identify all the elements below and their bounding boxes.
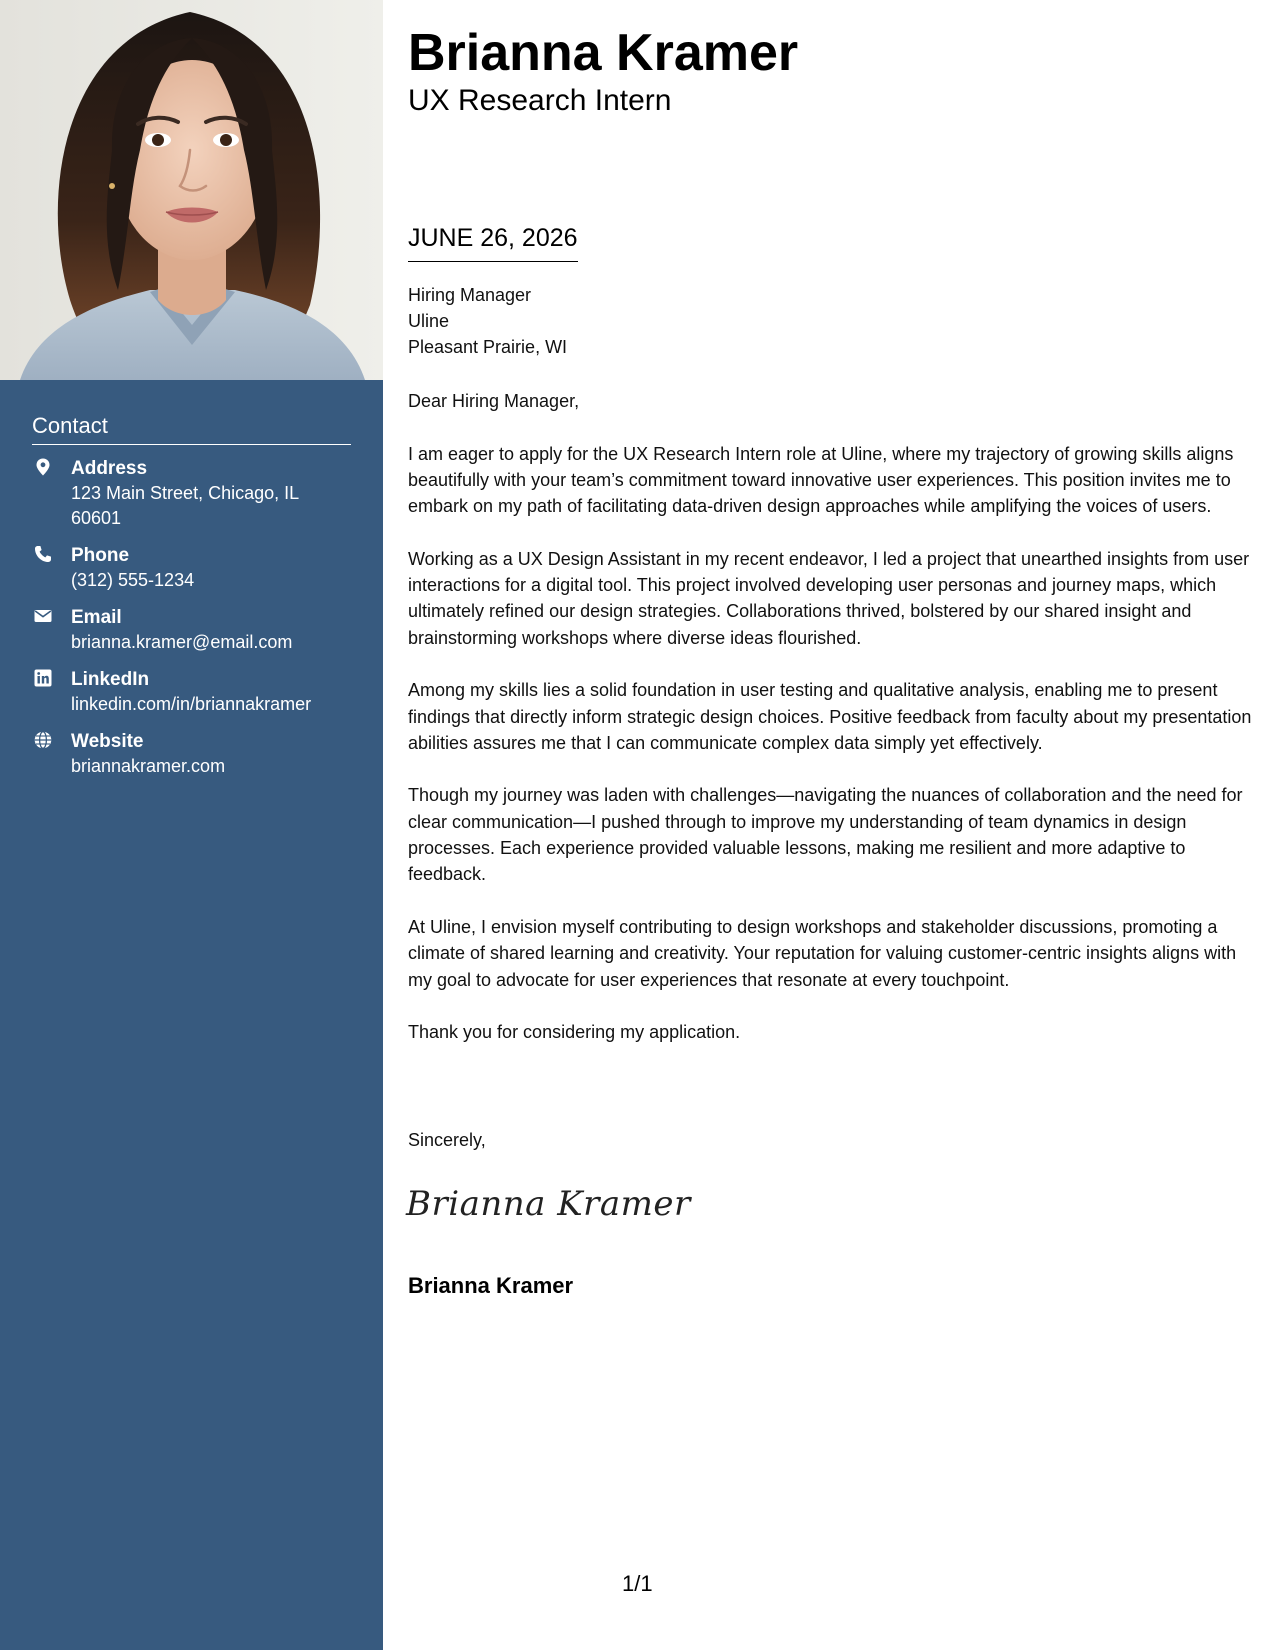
envelope-icon (34, 607, 52, 625)
website-link[interactable]: briannakramer.com (71, 756, 226, 776)
letter-paragraph: Among my skills lies a solid foundation in user testing and qualitative analysis, enabling me to present findings that directly inform strategic design choices. Positive feedback from faculty about my presentation abilities assures me that I can communicate complex data simply yet effectively. (408, 680, 1252, 753)
letter-body (408, 388, 1253, 1072)
sidebar (0, 0, 383, 1650)
recipient-line: Uline (408, 311, 450, 331)
letter-paragraph: Thank you for considering my application. (408, 1022, 741, 1043)
contact-item-website (32, 729, 352, 779)
contact-label: Website (71, 731, 144, 752)
address-value: 123 Main Street, Chicago, IL 60601 (71, 483, 299, 528)
contact-item-phone (32, 543, 352, 593)
contact-item-address (32, 456, 352, 531)
closing: Sincerely, (408, 1130, 486, 1150)
map-pin-icon (34, 458, 52, 476)
phone-value: (312) 555-1234 (71, 570, 195, 590)
contact-item-linkedin (32, 667, 352, 717)
applicant-name: Brianna Kramer (408, 24, 799, 82)
email-link[interactable]: brianna.kramer@email.com (71, 632, 293, 652)
letter-paragraph: Working as a UX Design Assistant in my recent endeavor, I led a project that unearthed insights from user interactions for a digital tool. This project involved developing user personas and journey maps, which ultimately refined our design strategies. Collaborations thrived, bolstered by our shared insight and brainstorming workshops where diverse ideas flourished. (408, 548, 1250, 648)
letter-date: JUNE 26, 2026 (408, 222, 578, 262)
recipient-line: Hiring Manager (408, 285, 532, 305)
letter-paragraph: At Uline, I envision myself contributing to design workshops and stakeholder discussions, promoting a climate of shared learning and creativity. Your reputation for valuing customer-centric insights aligns with my goal to advocate for user experiences that resonate at every touchpoint. (408, 916, 1237, 990)
contact-label: Address (71, 458, 148, 479)
page-number: 1/1 (622, 1571, 653, 1596)
contact-heading: Contact (32, 412, 351, 445)
letter-paragraph: I am eager to apply for the UX Research Intern role at Uline, where my trajectory of growing skills aligns beautifully with your team’s commitment toward innovative user experiences. This position invites me to embark on my path of facilitating data-driven design approaches while amplifying the voices of users. (408, 443, 1234, 517)
signer-name: Brianna Kramer (408, 1273, 574, 1298)
applicant-title: UX Research Intern (408, 84, 672, 117)
linkedin-link[interactable]: linkedin.com/in/briannakramer (71, 694, 312, 714)
letter-paragraph: Though my journey was laden with challenges—navigating the nuances of collaboration and the need for clear communication—I pushed through to improve my understanding of team dynamics in design processes. Each experience provided valuable lessons, making me resilient and more adaptive to feedback. (408, 785, 1243, 885)
linkedin-icon (34, 669, 52, 687)
contact-list (32, 456, 352, 791)
contact-label: Email (71, 607, 122, 628)
profile-photo (0, 0, 383, 380)
handwritten-signature: Brianna Kramer (406, 1184, 691, 1224)
contact-label: LinkedIn (71, 669, 150, 690)
phone-icon (34, 545, 52, 563)
contact-label: Phone (71, 545, 130, 566)
recipient-line: Pleasant Prairie, WI (408, 337, 568, 357)
globe-icon (34, 731, 52, 749)
contact-item-email (32, 605, 352, 655)
recipient-block (408, 282, 567, 360)
salutation: Dear Hiring Manager, (408, 391, 580, 411)
